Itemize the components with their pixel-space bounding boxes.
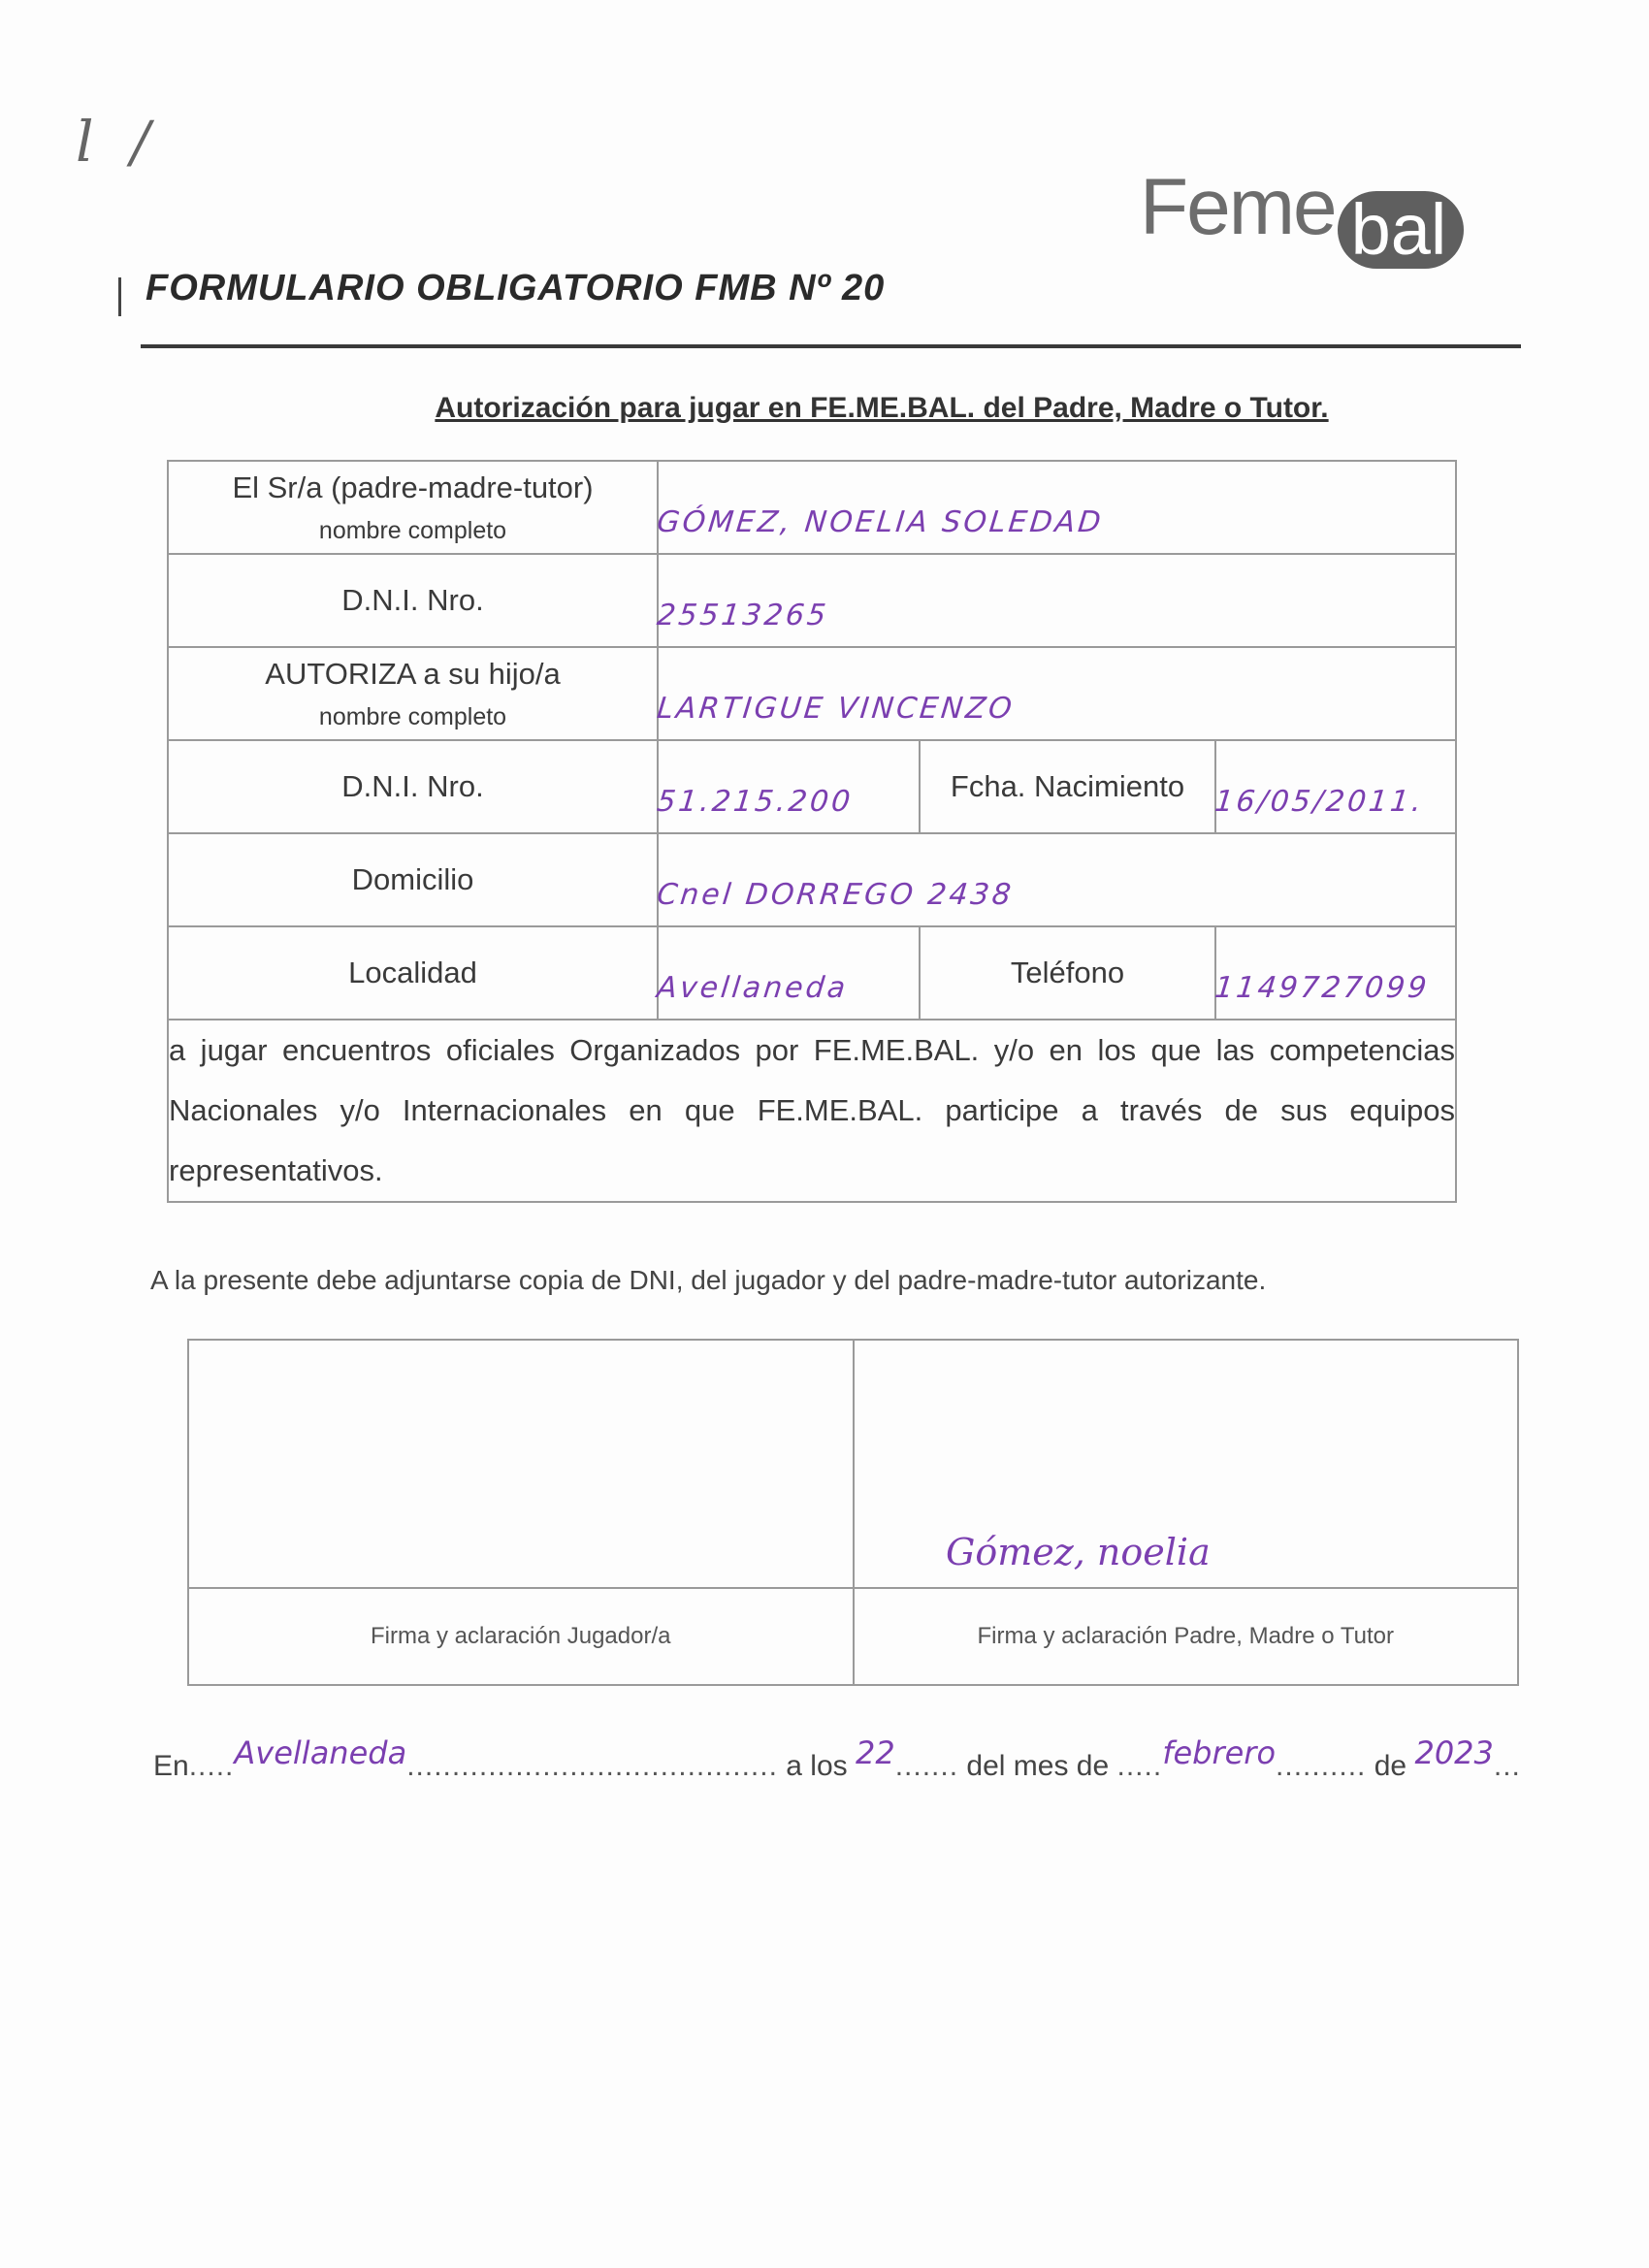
city-value: Avellaneda [234,1734,407,1771]
parent-dni-label: D.N.I. Nro. [168,554,658,647]
dot-leader: ......................................... [406,1750,778,1782]
row-authorization-text [168,1020,1456,1202]
phone-value: 1149727099 [1212,970,1432,1005]
title-marker [118,277,121,316]
en-label: En [153,1750,189,1782]
birth-date-label: Fcha. Nacimiento [920,740,1215,833]
de-label: de [1374,1750,1407,1782]
row-child-name [168,647,1456,740]
logo-text: Feme [1140,163,1336,251]
birth-date-field[interactable] [1212,740,1456,833]
row-parent-name [168,461,1456,554]
birth-date-value: 16/05/2011. [1212,784,1426,819]
form-title: FORMULARIO OBLIGATORIO FMB Nº 20 [146,268,886,308]
year-value: 2023 [1414,1734,1494,1771]
mes-label: del mes de [966,1750,1110,1782]
parent-sublabel: nombre completo [318,516,507,544]
date-place-line [153,1734,1521,1783]
form-subtitle [0,392,1649,425]
child-label-cell [168,647,658,740]
address-field[interactable] [655,833,1456,926]
child-dni-label: D.N.I. Nro. [168,740,658,833]
row-locality [168,926,1456,1020]
dot-leader: ..... [188,1750,235,1782]
authorization-form-table [167,460,1457,1203]
phone-label: Teléfono [920,926,1215,1020]
authorization-text: a jugar encuentros oficiales Organizados por FE.ME.BAL. y/o en los que las competencias Nacionales y/o Internacionales en que FE.ME.BAL. participe a través de sus equipos representativos. [168,1020,1456,1202]
parent-signature: Gómez, noelia [946,1531,1211,1573]
parent-label-cell [168,461,658,554]
parent-label: El Sr/a (padre-madre-tutor) [232,470,594,504]
address-value: Cnel DORREGO 2438 [655,877,1016,912]
child-sublabel: nombre completo [318,702,507,730]
femebal-logo [1140,163,1464,270]
signature-table [187,1339,1519,1686]
player-signature-caption: Firma y aclaración Jugador/a [188,1588,854,1685]
child-name-value: LARTIGUE VINCENZO [655,691,1017,726]
child-name-field[interactable] [655,647,1456,740]
locality-label: Localidad [168,926,658,1020]
child-dni-value: 51.215.200 [655,784,856,819]
a-los-label: a los [786,1750,848,1782]
row-address [168,833,1456,926]
row-child-dni [168,740,1456,833]
parent-name-value: GÓMEZ, NOELIA SOLEDAD [655,504,1106,539]
parent-dni-value: 25513265 [655,598,830,632]
attachment-note: A la presente debe adjuntarse copia de DNI, del jugador y del padre-madre-tutor autorizante. [150,1265,1267,1295]
logo-badge: bal [1338,191,1465,269]
locality-value: Avellaneda [655,970,850,1005]
corner-mark: l / [76,109,160,175]
phone-field[interactable] [1212,926,1456,1020]
dot-leader: ... [1493,1750,1521,1782]
child-label: AUTORIZA a su hijo/a [265,656,561,691]
dot-leader: ..... [1116,1750,1163,1782]
subtitle-text: Autorización para jugar en FE.ME.BAL. del Padre, Madre o Tutor. [435,392,1329,424]
player-signature-box[interactable] [188,1340,854,1588]
month-value: febrero [1162,1734,1277,1771]
parent-name-field[interactable] [655,461,1456,554]
dot-leader: .......... [1276,1750,1367,1782]
header-rule [141,344,1521,348]
row-parent-dni [168,554,1456,647]
dot-leader: ....... [894,1750,959,1782]
day-value: 22 [855,1734,895,1771]
parent-signature-caption: Firma y aclaración Padre, Madre o Tutor [854,1588,1519,1685]
locality-field[interactable] [655,926,920,1020]
child-dni-field[interactable] [655,740,920,833]
parent-dni-field[interactable] [655,554,1456,647]
address-label: Domicilio [168,833,658,926]
